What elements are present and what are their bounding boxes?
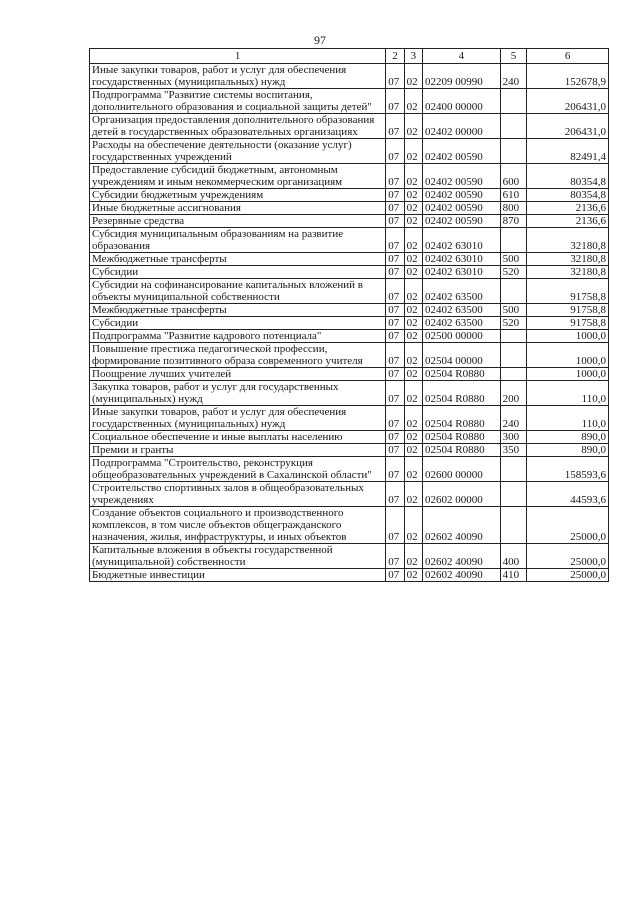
row-expense-type-cell: 800: [500, 202, 527, 215]
row-section-cell: 07: [386, 253, 404, 266]
row-name-cell: Иные закупки товаров, работ и услуг для обеспечения государственных (муниципальных) нужд: [90, 406, 386, 431]
row-expense-type-cell: [500, 343, 527, 368]
row-target-article-cell: 02504 00000: [423, 343, 501, 368]
row-section-cell: 07: [386, 189, 404, 202]
row-amount-cell: 25000,0: [527, 569, 609, 582]
row-section-cell: 07: [386, 266, 404, 279]
row-amount-cell: 206431,0: [527, 89, 609, 114]
row-section-cell: 07: [386, 139, 404, 164]
row-section-cell: 07: [386, 317, 404, 330]
table-row: [90, 228, 609, 253]
row-amount-cell: 152678,9: [527, 64, 609, 89]
row-target-article-cell: 02504 R0880: [423, 444, 501, 457]
row-subsection-cell: 02: [404, 164, 422, 189]
table-row: [90, 330, 609, 343]
row-amount-cell: 82491,4: [527, 139, 609, 164]
row-section-cell: 07: [386, 507, 404, 544]
header-row: [90, 49, 609, 64]
row-target-article-cell: 02402 63010: [423, 253, 501, 266]
row-subsection-cell: 02: [404, 330, 422, 343]
row-subsection-cell: 02: [404, 64, 422, 89]
row-expense-type-cell: 240: [500, 64, 527, 89]
row-expense-type-cell: [500, 368, 527, 381]
row-amount-cell: 25000,0: [527, 544, 609, 569]
row-target-article-cell: 02402 00590: [423, 164, 501, 189]
row-subsection-cell: 02: [404, 114, 422, 139]
header-col-target-article: 4: [423, 49, 501, 64]
row-name-cell: Резервные средства: [90, 215, 386, 228]
row-target-article-cell: 02402 63010: [423, 266, 501, 279]
row-expense-type-cell: [500, 114, 527, 139]
row-name-cell: Подпрограмма "Строительство, реконструкция общеобразовательных учреждений в Сахалинской области": [90, 457, 386, 482]
row-section-cell: 07: [386, 457, 404, 482]
row-amount-cell: 110,0: [527, 406, 609, 431]
row-name-cell: Иные закупки товаров, работ и услуг для обеспечения государственных (муниципальных) нужд: [90, 64, 386, 89]
row-subsection-cell: 02: [404, 304, 422, 317]
row-expense-type-cell: [500, 482, 527, 507]
row-amount-cell: 32180,8: [527, 253, 609, 266]
table-row: [90, 544, 609, 569]
row-target-article-cell: 02402 63500: [423, 279, 501, 304]
table-row: [90, 304, 609, 317]
row-amount-cell: 1000,0: [527, 343, 609, 368]
row-expense-type-cell: [500, 457, 527, 482]
table-row: [90, 368, 609, 381]
row-section-cell: 07: [386, 444, 404, 457]
row-name-cell: Субсидия муниципальным образованиям на развитие образования: [90, 228, 386, 253]
row-target-article-cell: 02602 40090: [423, 507, 501, 544]
row-name-cell: Создание объектов социального и производственного комплексов, в том числе объектов общегражданского назначения, жилья, инфраструктуры, и иных объектов: [90, 507, 386, 544]
row-target-article-cell: 02402 63500: [423, 304, 501, 317]
row-subsection-cell: 02: [404, 381, 422, 406]
row-amount-cell: 206431,0: [527, 114, 609, 139]
row-expense-type-cell: 200: [500, 381, 527, 406]
row-subsection-cell: 02: [404, 279, 422, 304]
row-section-cell: 07: [386, 343, 404, 368]
budget-table: [89, 48, 609, 582]
row-section-cell: 07: [386, 368, 404, 381]
row-target-article-cell: 02402 00000: [423, 114, 501, 139]
table-row: [90, 457, 609, 482]
row-target-article-cell: 02402 63500: [423, 317, 501, 330]
row-subsection-cell: 02: [404, 406, 422, 431]
row-name-cell: Иные бюджетные ассигнования: [90, 202, 386, 215]
table-row: [90, 64, 609, 89]
row-expense-type-cell: [500, 330, 527, 343]
row-name-cell: Расходы на обеспечение деятельности (оказание услуг) государственных учреждений: [90, 139, 386, 164]
table-row: [90, 89, 609, 114]
row-target-article-cell: 02500 00000: [423, 330, 501, 343]
row-expense-type-cell: 520: [500, 317, 527, 330]
row-expense-type-cell: 600: [500, 164, 527, 189]
row-subsection-cell: 02: [404, 343, 422, 368]
row-target-article-cell: 02400 00000: [423, 89, 501, 114]
row-subsection-cell: 02: [404, 215, 422, 228]
row-amount-cell: 80354,8: [527, 164, 609, 189]
row-subsection-cell: 02: [404, 317, 422, 330]
row-name-cell: Межбюджетные трансферты: [90, 253, 386, 266]
row-name-cell: Строительство спортивных залов в общеобразовательных учреждениях: [90, 482, 386, 507]
row-name-cell: Подпрограмма "Развитие системы воспитания, дополнительного образования и социальной защиты детей": [90, 89, 386, 114]
row-name-cell: Поощрение лучших учителей: [90, 368, 386, 381]
row-target-article-cell: 02402 00590: [423, 202, 501, 215]
row-name-cell: Субсидии: [90, 266, 386, 279]
row-amount-cell: 91758,8: [527, 279, 609, 304]
row-name-cell: Премии и гранты: [90, 444, 386, 457]
row-expense-type-cell: 400: [500, 544, 527, 569]
row-name-cell: Организация предоставления дополнительного образования детей в государственных образовательных организациях: [90, 114, 386, 139]
row-expense-type-cell: 500: [500, 253, 527, 266]
row-section-cell: 07: [386, 279, 404, 304]
row-section-cell: 07: [386, 381, 404, 406]
table-row: [90, 569, 609, 582]
row-target-article-cell: 02504 R0880: [423, 368, 501, 381]
row-expense-type-cell: 410: [500, 569, 527, 582]
row-section-cell: 07: [386, 406, 404, 431]
header-col-name: 1: [90, 49, 386, 64]
row-subsection-cell: 02: [404, 482, 422, 507]
row-subsection-cell: 02: [404, 457, 422, 482]
row-expense-type-cell: [500, 228, 527, 253]
row-section-cell: 07: [386, 89, 404, 114]
row-target-article-cell: 02402 00590: [423, 139, 501, 164]
table-row: [90, 279, 609, 304]
header-col-expense-type: 5: [500, 49, 527, 64]
row-section-cell: 07: [386, 164, 404, 189]
row-target-article-cell: 02402 00590: [423, 189, 501, 202]
row-subsection-cell: 02: [404, 228, 422, 253]
table-row: [90, 215, 609, 228]
row-amount-cell: 44593,6: [527, 482, 609, 507]
row-section-cell: 07: [386, 114, 404, 139]
row-name-cell: Капитальные вложения в объекты государственной (муниципальной) собственности: [90, 544, 386, 569]
header-col-amount: 6: [527, 49, 609, 64]
table-row: [90, 253, 609, 266]
row-name-cell: Бюджетные инвестиции: [90, 569, 386, 582]
row-name-cell: Социальное обеспечение и иные выплаты населению: [90, 431, 386, 444]
row-expense-type-cell: 500: [500, 304, 527, 317]
table-row: [90, 431, 609, 444]
row-amount-cell: 110,0: [527, 381, 609, 406]
row-expense-type-cell: 610: [500, 189, 527, 202]
row-name-cell: Субсидии бюджетным учреждениям: [90, 189, 386, 202]
row-name-cell: Предоставление субсидий бюджетным, автономным учреждениям и иным некоммерческим организациям: [90, 164, 386, 189]
row-subsection-cell: 02: [404, 266, 422, 279]
row-name-cell: Межбюджетные трансферты: [90, 304, 386, 317]
row-amount-cell: 91758,8: [527, 317, 609, 330]
row-amount-cell: 158593,6: [527, 457, 609, 482]
row-expense-type-cell: 870: [500, 215, 527, 228]
row-target-article-cell: 02209 00990: [423, 64, 501, 89]
row-expense-type-cell: 240: [500, 406, 527, 431]
row-name-cell: Подпрограмма "Развитие кадрового потенциала": [90, 330, 386, 343]
row-section-cell: 07: [386, 304, 404, 317]
row-section-cell: 07: [386, 544, 404, 569]
row-amount-cell: 91758,8: [527, 304, 609, 317]
header-col-subsection: 3: [404, 49, 422, 64]
table-row: [90, 317, 609, 330]
row-amount-cell: 2136,6: [527, 202, 609, 215]
row-amount-cell: 32180,8: [527, 228, 609, 253]
row-subsection-cell: 02: [404, 444, 422, 457]
row-subsection-cell: 02: [404, 544, 422, 569]
row-subsection-cell: 02: [404, 189, 422, 202]
table-row: [90, 139, 609, 164]
row-section-cell: 07: [386, 569, 404, 582]
row-expense-type-cell: 300: [500, 431, 527, 444]
row-section-cell: 07: [386, 202, 404, 215]
row-expense-type-cell: [500, 89, 527, 114]
table-row: [90, 343, 609, 368]
row-section-cell: 07: [386, 228, 404, 253]
row-subsection-cell: 02: [404, 431, 422, 444]
table-row: [90, 266, 609, 279]
row-target-article-cell: 02602 00000: [423, 482, 501, 507]
row-expense-type-cell: [500, 507, 527, 544]
row-section-cell: 07: [386, 330, 404, 343]
row-expense-type-cell: 350: [500, 444, 527, 457]
row-amount-cell: 80354,8: [527, 189, 609, 202]
row-target-article-cell: 02504 R0880: [423, 431, 501, 444]
row-target-article-cell: 02504 R0880: [423, 406, 501, 431]
row-subsection-cell: 02: [404, 89, 422, 114]
row-amount-cell: 32180,8: [527, 266, 609, 279]
row-expense-type-cell: [500, 139, 527, 164]
row-subsection-cell: 02: [404, 569, 422, 582]
table-row: [90, 189, 609, 202]
row-amount-cell: 890,0: [527, 444, 609, 457]
row-amount-cell: 1000,0: [527, 330, 609, 343]
table-row: [90, 202, 609, 215]
row-expense-type-cell: 520: [500, 266, 527, 279]
row-expense-type-cell: [500, 279, 527, 304]
row-amount-cell: 25000,0: [527, 507, 609, 544]
table-row: [90, 482, 609, 507]
row-section-cell: 07: [386, 215, 404, 228]
table-row: [90, 381, 609, 406]
row-section-cell: 07: [386, 431, 404, 444]
table-row: [90, 164, 609, 189]
row-target-article-cell: 02402 00590: [423, 215, 501, 228]
table-row: [90, 444, 609, 457]
row-subsection-cell: 02: [404, 139, 422, 164]
row-target-article-cell: 02600 00000: [423, 457, 501, 482]
row-amount-cell: 1000,0: [527, 368, 609, 381]
row-name-cell: Повышение престижа педагогической профессии, формирование позитивного образа современного учителя: [90, 343, 386, 368]
page-number: 97: [314, 33, 326, 47]
table-row: [90, 114, 609, 139]
row-subsection-cell: 02: [404, 507, 422, 544]
row-subsection-cell: 02: [404, 253, 422, 266]
row-section-cell: 07: [386, 482, 404, 507]
table-row: [90, 507, 609, 544]
row-name-cell: Закупка товаров, работ и услуг для государственных (муниципальных) нужд: [90, 381, 386, 406]
row-target-article-cell: 02402 63010: [423, 228, 501, 253]
row-target-article-cell: 02602 40090: [423, 569, 501, 582]
row-name-cell: Субсидии на софинансирование капитальных вложений в объекты муниципальной собственности: [90, 279, 386, 304]
row-name-cell: Субсидии: [90, 317, 386, 330]
header-col-section: 2: [386, 49, 404, 64]
row-subsection-cell: 02: [404, 368, 422, 381]
row-amount-cell: 2136,6: [527, 215, 609, 228]
row-amount-cell: 890,0: [527, 431, 609, 444]
row-subsection-cell: 02: [404, 202, 422, 215]
row-section-cell: 07: [386, 64, 404, 89]
table-row: [90, 406, 609, 431]
row-target-article-cell: 02602 40090: [423, 544, 501, 569]
row-target-article-cell: 02504 R0880: [423, 381, 501, 406]
